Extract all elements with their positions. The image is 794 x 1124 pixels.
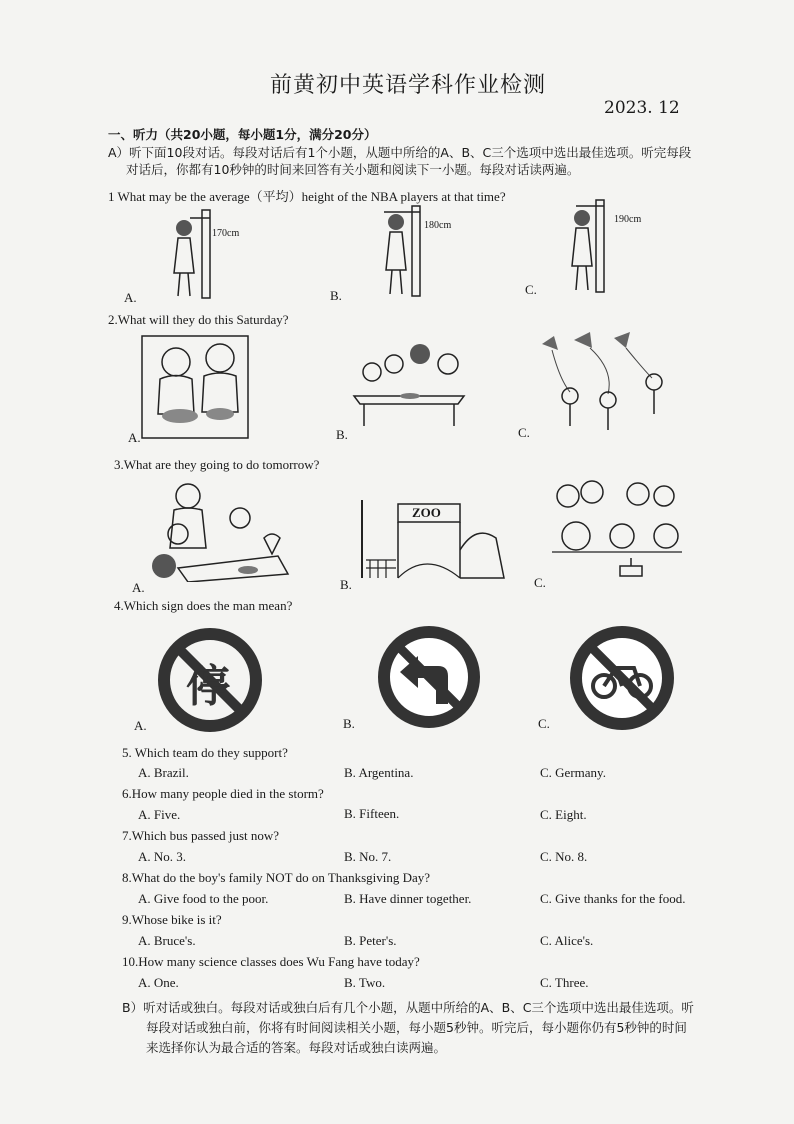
part-a-instructions-line1: A）听下面10段对话。每段对话后有1个小题，从题中所给的A、B、C三个选项中选出最佳选项。听完每段	[108, 145, 692, 160]
q4-sign-c-no-bicycles	[570, 626, 674, 730]
q2-picture-c-kites	[534, 330, 674, 434]
part-b-instructions-line3: 来选择你认为最合适的答案。每段对话或独白读两遍。	[146, 1040, 447, 1055]
question-8: 8.What do the boy's family NOT do on Thanksgiving Day?	[122, 870, 431, 885]
q2-picture-a-cooking	[140, 334, 250, 440]
q3-picture-b-zoo	[356, 490, 506, 582]
q1-picture-b	[374, 204, 464, 299]
q1-height-c: 190cm	[614, 214, 642, 225]
question-7: 7.Which bus passed just now?	[122, 828, 280, 843]
q1-label-c: C.	[525, 282, 537, 297]
q3-label-b: B.	[340, 577, 352, 592]
q7-option-c: C. No. 8.	[540, 849, 588, 864]
q7-option-b: B. No. 7.	[344, 849, 392, 864]
q10-option-c: C. Three.	[540, 975, 589, 990]
q3-zoo-sign: ZOO	[412, 505, 441, 520]
q8-option-b: B. Have dinner together.	[344, 891, 472, 906]
page-title: 前黄初中英语学科作业检测	[270, 73, 547, 98]
question-6: 6.How many people died in the storm?	[122, 786, 324, 801]
q9-option-b: B. Peter's.	[344, 933, 397, 948]
question-5: 5. Which team do they support?	[122, 745, 288, 760]
q1-label-b: B.	[330, 288, 342, 303]
q4-label-c: C.	[538, 716, 550, 731]
q5-option-a: A. Brazil.	[138, 765, 189, 780]
q5-option-c: C. Germany.	[540, 765, 606, 780]
section-heading: 一、听力（共20小题，每小题1分，满分20分）	[108, 127, 377, 142]
q4-label-b: B.	[343, 716, 355, 731]
q2-picture-b-dinner	[350, 336, 468, 428]
q2-label-a: A.	[128, 430, 141, 445]
q6-option-a: A. Five.	[138, 807, 181, 822]
q3-label-c: C.	[534, 575, 546, 590]
question-9: 9.Whose bike is it?	[122, 912, 222, 927]
part-a-instructions-line2: 对话后，你都有10秒钟的时间来回答有关小题和阅读下一小题。每段对话读两遍。	[126, 162, 580, 177]
q4-sign-b-no-left-turn	[378, 626, 480, 728]
q9-option-a: A. Bruce's.	[138, 933, 196, 948]
q3-picture-c-party	[552, 480, 682, 584]
q4-sign-a-character: 停	[186, 661, 230, 712]
q7-option-a: A. No. 3.	[138, 849, 187, 864]
question-2: 2.What will they do this Saturday?	[108, 312, 289, 327]
q9-option-c: C. Alice's.	[540, 933, 594, 948]
q10-option-a: A. One.	[138, 975, 179, 990]
q8-option-a: A. Give food to the poor.	[138, 891, 269, 906]
part-b-instructions-line2: 每段对话或独白前，你将有时间阅读相关小题，每小题5秒钟。听完后，每小题你仍有5秒钟的时间	[146, 1020, 687, 1035]
q1-picture-a	[160, 208, 250, 300]
question-1: 1 What may be the average（平均）height of the NBA players at that time?	[108, 189, 506, 204]
q6-option-b: B. Fifteen.	[344, 806, 400, 821]
q2-label-b: B.	[336, 427, 348, 442]
question-3: 3.What are they going to do tomorrow?	[114, 457, 320, 472]
q1-height-b: 180cm	[424, 220, 452, 231]
q1-picture-c	[566, 198, 656, 294]
q2-label-c: C.	[518, 425, 530, 440]
q10-option-b: B. Two.	[344, 975, 386, 990]
question-10: 10.How many science classes does Wu Fang have today?	[122, 954, 420, 969]
exam-date: 2023. 12	[604, 98, 680, 118]
q4-label-a: A.	[134, 718, 147, 733]
question-4: 4.Which sign does the man mean?	[114, 598, 293, 613]
q3-label-a: A.	[132, 580, 145, 595]
q5-option-b: B. Argentina.	[344, 765, 414, 780]
q1-height-a: 170cm	[212, 228, 240, 239]
q3-picture-a-picnic	[148, 478, 294, 582]
q1-label-a: A.	[124, 290, 137, 305]
q6-option-c: C. Eight.	[540, 807, 587, 822]
q8-option-c: C. Give thanks for the food.	[540, 891, 686, 906]
part-b-instructions-line1: B）听对话或独白。每段对话或独白后有几个小题，从题中所给的A、B、C三个选项中选出最佳选项。听	[122, 1000, 694, 1015]
